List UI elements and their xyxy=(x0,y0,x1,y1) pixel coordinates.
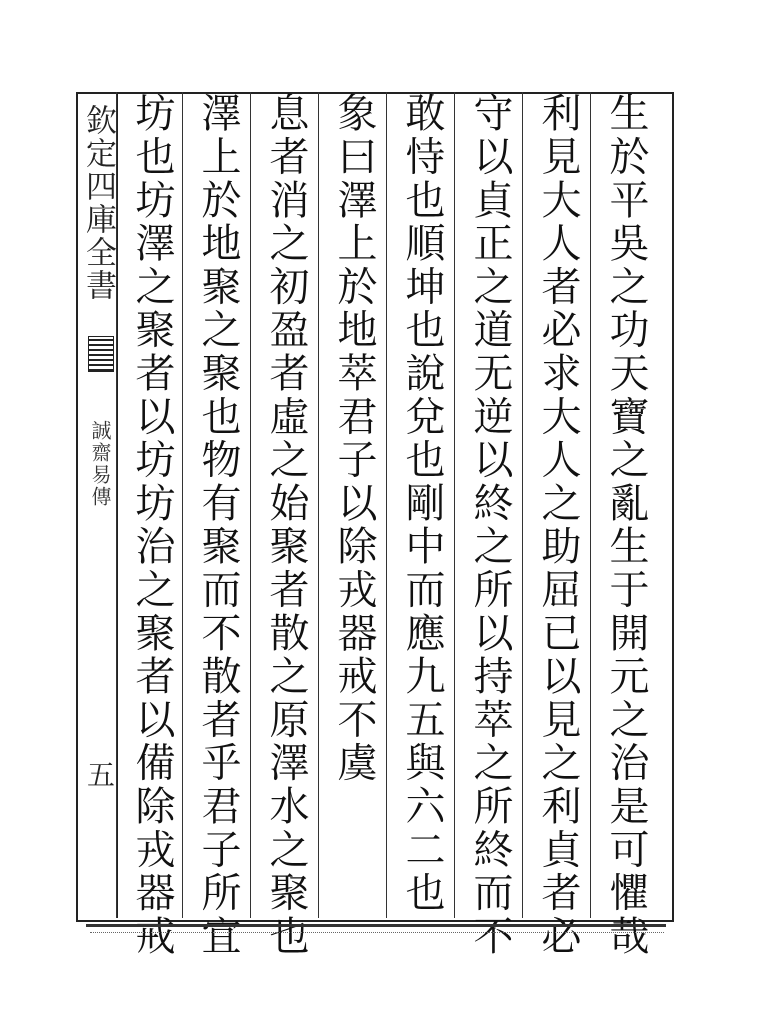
text-column-8 xyxy=(116,92,182,958)
text-column-4 xyxy=(386,92,454,918)
fishtail-mark xyxy=(88,336,114,372)
text-column-3 xyxy=(454,92,522,958)
text-column-6 xyxy=(250,92,318,958)
column-text: 生於平吳之功天寶之亂生于開元之治是可懼哉 xyxy=(603,92,649,958)
bottom-rule-dotted xyxy=(90,932,664,933)
column-text: 敢恃也順坤也說兌也剛中而應九五與六二也 xyxy=(399,92,445,915)
margin-book-title: 誠齋易傳 xyxy=(88,420,112,508)
text-column-2 xyxy=(522,92,590,958)
column-text: 象曰澤上於地萃君子以除戎器戒不虞 xyxy=(331,92,377,785)
margin-page-number: 五 xyxy=(83,760,116,788)
text-column-5 xyxy=(318,92,386,918)
column-text: 利見大人者必求大人之助屈已以見之利貞者必 xyxy=(535,92,581,958)
column-text: 澤上於地聚之聚也物有聚而不散者乎君子所宜 xyxy=(195,92,241,958)
margin-title: 欽定四庫全書 xyxy=(80,104,116,302)
column-text: 坊也坊澤之聚者以坊坊治之聚者以備除戎器戒 xyxy=(129,92,175,958)
bottom-rule xyxy=(86,924,666,927)
column-text: 守以貞正之道无逆以終之所以持萃之所終而不 xyxy=(467,92,513,958)
text-column-7 xyxy=(182,92,250,958)
column-text: 息者消之初盈者虛之始聚者散之原澤水之聚也 xyxy=(263,92,309,958)
text-column-1 xyxy=(590,92,658,958)
